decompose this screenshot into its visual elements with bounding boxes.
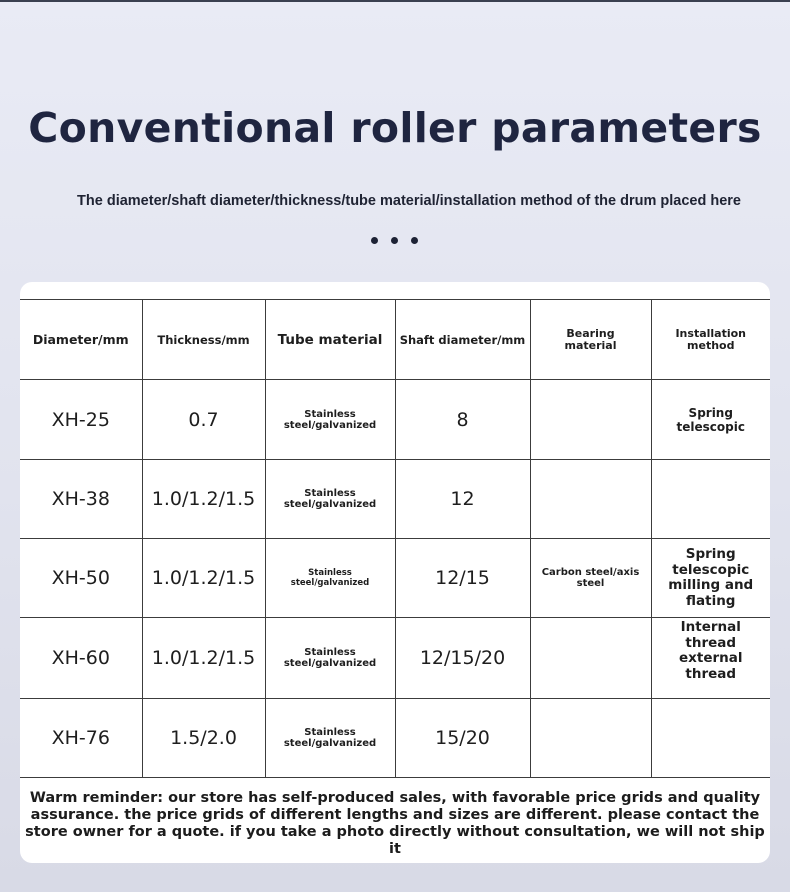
tube-material-text: Stainless steel/galvanized	[290, 568, 370, 588]
header-installation-label: Installation method	[675, 326, 747, 352]
tube-material-text: Stainless steel/galvanized	[283, 727, 377, 749]
dot-icon	[371, 237, 378, 244]
cell-installation	[651, 539, 770, 618]
top-divider-line	[0, 0, 790, 2]
installation-text: Spring telescopic milling and flating	[668, 546, 754, 609]
cell-bearing-empty	[530, 699, 651, 778]
header-diameter: Diameter/mm	[20, 300, 142, 380]
cell-thickness: 1.5/2.0	[142, 699, 265, 778]
header-bearing-label: Bearing material	[564, 326, 617, 352]
cell-shaft-diameter: 12/15/20	[395, 618, 530, 699]
header-thickness: Thickness/mm	[142, 300, 265, 380]
header-shaft-diameter: Shaft diameter/mm	[395, 300, 530, 380]
cell-installation: Spring telescopic	[651, 380, 770, 460]
cell-diameter: XH-76	[20, 699, 142, 778]
cell-thickness: 0.7	[142, 380, 265, 460]
cell-tube-material	[265, 380, 395, 460]
cell-thickness: 1.0/1.2/1.5	[142, 539, 265, 618]
tube-material-text: Stainless steel/galvanized	[283, 488, 377, 510]
cell-diameter: XH-50	[20, 539, 142, 618]
ellipsis-dots	[368, 237, 424, 245]
tube-material-text: Stainless steel/galvanized	[283, 408, 377, 431]
tube-material-text: Stainless steel/galvanized	[283, 647, 377, 669]
bearing-material-text: Carbon steel/axis steel	[541, 567, 640, 589]
cell-installation-empty	[651, 460, 770, 539]
cell-bearing-empty	[530, 460, 651, 539]
parameters-table	[20, 299, 770, 778]
warm-reminder-note: Warm reminder: our store has self-produced sales, with favorable price grids and quality assurance. the price grids of different lengths and sizes are different. please contact the store owner for a quote. if you take a photo directly without consultation, we will not ship it	[25, 790, 765, 857]
cell-thickness: 1.0/1.2/1.5	[142, 460, 265, 539]
page-title: Conventional roller parameters	[28, 104, 762, 152]
header-installation-method	[651, 300, 770, 380]
cell-diameter: XH-60	[20, 618, 142, 699]
header-bearing-material	[530, 300, 651, 380]
header-tube-material: Tube material	[265, 300, 395, 380]
cell-thickness: 1.0/1.2/1.5	[142, 618, 265, 699]
cell-diameter: XH-38	[20, 460, 142, 539]
table-row	[20, 460, 770, 539]
cell-shaft-diameter: 15/20	[395, 699, 530, 778]
cell-tube-material	[265, 699, 395, 778]
page-subtitle: The diameter/shaft diameter/thickness/tube material/installation method of the drum placed here	[77, 193, 741, 209]
installation-text: Internal thread external thread	[679, 619, 743, 682]
cell-tube-material	[265, 539, 395, 618]
dot-icon	[411, 237, 418, 244]
table-row	[20, 618, 770, 699]
cell-shaft-diameter: 8	[395, 380, 530, 460]
cell-bearing-material	[530, 539, 651, 618]
cell-shaft-diameter: 12	[395, 460, 530, 539]
table-row	[20, 539, 770, 618]
table-header-row	[20, 300, 770, 380]
cell-diameter: XH-25	[20, 380, 142, 460]
parameters-card	[20, 282, 770, 863]
cell-bearing-empty	[530, 380, 651, 460]
cell-bearing-empty	[530, 618, 651, 699]
cell-tube-material	[265, 460, 395, 539]
table-row	[20, 699, 770, 778]
table-row	[20, 380, 770, 460]
cell-installation-empty	[651, 699, 770, 778]
cell-tube-material	[265, 618, 395, 699]
dot-icon	[391, 237, 398, 244]
cell-shaft-diameter: 12/15	[395, 539, 530, 618]
cell-installation	[651, 618, 770, 699]
